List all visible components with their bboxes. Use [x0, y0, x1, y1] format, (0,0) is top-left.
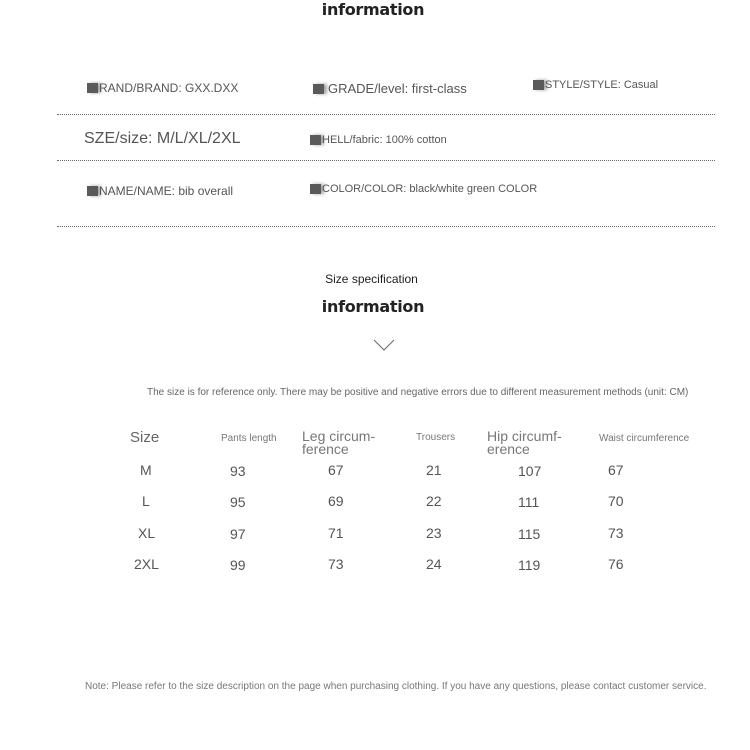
attr-color [310, 183, 537, 195]
attr-brand [87, 81, 238, 95]
divider [57, 114, 715, 115]
bullet-icon [313, 84, 324, 94]
attr-style [533, 79, 658, 91]
table-cell: 71 [328, 525, 344, 541]
table-cell: 73 [608, 525, 624, 541]
table-cell: 73 [328, 556, 344, 572]
table-cell: 21 [426, 462, 442, 478]
size-spec-subtitle: Size specification [325, 272, 418, 286]
attr-name [87, 184, 233, 198]
table-cell: 97 [230, 526, 246, 542]
col-header-pants-length: Pants length [221, 433, 277, 444]
table-cell: 67 [328, 462, 344, 478]
attr-brand-text: RAND/BRAND: GXX.DXX [99, 81, 239, 95]
table-cell: 119 [518, 557, 541, 573]
table-cell: 22 [426, 493, 442, 509]
bullet-icon [310, 135, 321, 145]
attr-grade [313, 81, 467, 96]
attr-fabric-text: HELL/fabric: 100% cotton [322, 134, 447, 146]
attr-size: SZE/size: M/L/XL/2XL [84, 130, 241, 147]
table-cell: 76 [608, 556, 624, 572]
col-header-size: Size [130, 429, 160, 446]
table-cell: 95 [230, 494, 246, 510]
bullet-icon [310, 184, 321, 194]
col-header-trousers: Trousers [416, 432, 456, 443]
table-cell: 23 [426, 525, 442, 541]
divider [57, 226, 715, 227]
size-disclaimer: The size is for reference only. There may be positive and negative errors due to different measurement methods (unit: CM) [147, 387, 689, 398]
size-spec-heading: information [321, 297, 425, 316]
attr-grade-text: GRADE/level: first-class [328, 81, 467, 96]
bullet-icon [87, 186, 98, 196]
chevron-down-icon [373, 338, 395, 352]
table-cell: 99 [230, 557, 246, 573]
attr-color-text: COLOR/COLOR: black/white green COLOR [322, 183, 538, 195]
footer-note: Note: Please refer to the size description on the page when purchasing clothing. If you have any questions, please contact customer service. [85, 681, 707, 692]
attr-name-text: NAME/NAME: bib overall [99, 184, 234, 198]
table-cell: 107 [518, 463, 542, 479]
table-cell: M [140, 462, 152, 478]
table-cell: 2XL [134, 556, 159, 572]
table-cell: XL [138, 525, 156, 541]
table-cell: 111 [518, 494, 540, 510]
table-cell: 24 [426, 556, 442, 572]
bullet-icon [87, 83, 98, 93]
col-header-hip-circumference: Hip circumf- erence [487, 428, 562, 457]
table-cell: L [142, 493, 150, 509]
table-cell: 70 [608, 493, 624, 509]
table-cell: 115 [518, 526, 541, 542]
bullet-icon [533, 80, 544, 90]
table-cell: 67 [608, 462, 624, 478]
table-cell: 93 [230, 463, 246, 479]
col-header-leg-circumference: Leg circum- ference [302, 428, 376, 457]
col-header-waist-circumference: Waist circumference [599, 433, 690, 444]
divider [57, 160, 715, 161]
attr-style-text: STYLE/STYLE: Casual [545, 79, 659, 91]
attr-fabric [310, 134, 447, 146]
product-info-heading: information [321, 0, 425, 19]
table-cell: 69 [328, 493, 344, 509]
